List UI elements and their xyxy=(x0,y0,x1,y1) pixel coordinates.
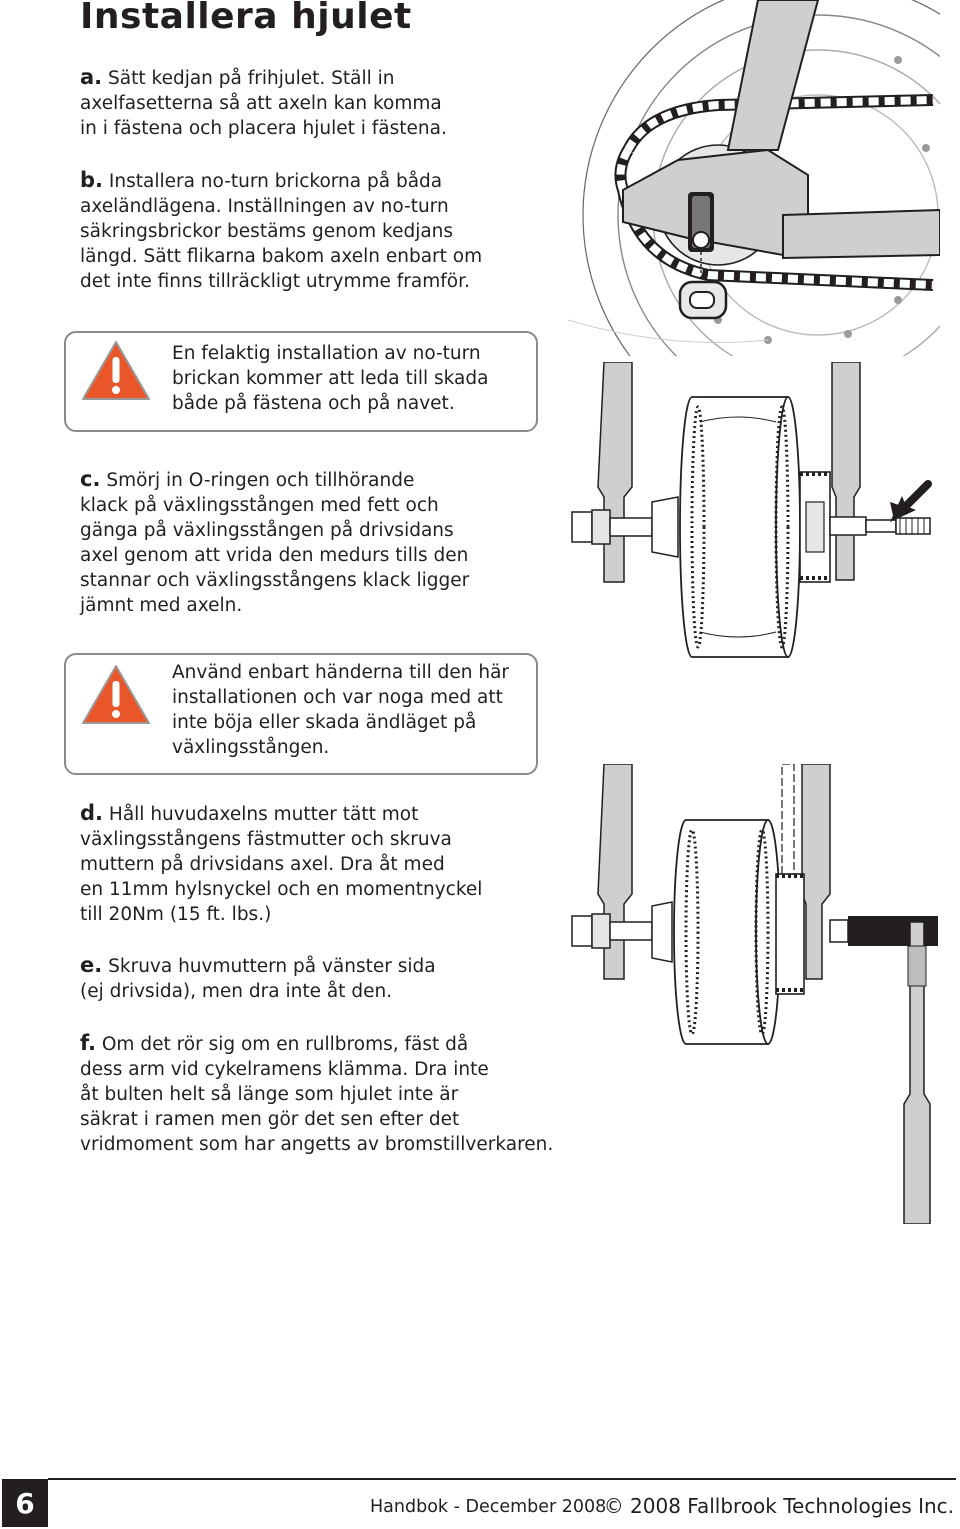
footer-rule xyxy=(48,1478,956,1480)
step-a-line-2: axelfasetterna så att axeln kan komma xyxy=(80,93,442,114)
warning-box-2 xyxy=(64,653,538,775)
step-d-line-3: muttern på drivsidans axel. Dra åt med xyxy=(80,854,445,875)
chain-dropout-illustration xyxy=(568,0,940,356)
page-number: 6 xyxy=(2,1479,48,1527)
step-e-label: e. xyxy=(80,953,103,977)
page-title: Installera hjulet xyxy=(80,0,412,37)
step-f-line-3: åt bulten helt så länge som hjulet inte är xyxy=(80,1084,459,1105)
step-f-label: f. xyxy=(80,1031,96,1055)
hub-shift-rod-illustration xyxy=(568,362,940,662)
step-e-line-1: Skruva huvmuttern på vänster sida xyxy=(108,956,436,977)
step-b-label: b. xyxy=(80,168,104,192)
step-b xyxy=(80,168,482,294)
warning-2-line-4: växlingsstången. xyxy=(172,737,330,758)
step-f-line-1: Om det rör sig om en rullbroms, fäst då xyxy=(101,1034,469,1055)
step-c-label: c. xyxy=(80,467,101,491)
step-f-line-2: dess arm vid cykelramens klämma. Dra inte xyxy=(80,1059,489,1080)
step-a-line-1: Sätt kedjan på frihjulet. Ställ in xyxy=(108,68,395,89)
step-d-line-2: växlingsstångens fästmutter och skruva xyxy=(80,829,452,850)
step-c xyxy=(80,467,469,618)
warning-triangle-icon xyxy=(80,339,152,403)
step-a-line-3: in i fästena och placera hjulet i fästena. xyxy=(80,118,447,139)
step-d xyxy=(80,801,482,927)
step-d-line-1: Håll huvudaxelns mutter tätt mot xyxy=(108,804,419,825)
step-a-label: a. xyxy=(80,65,103,89)
warning-2-line-2: installationen och var noga med att xyxy=(172,687,503,708)
step-c-line-4: axel genom att vrida den medurs tills den xyxy=(80,545,469,566)
step-e-line-2: (ej drivsida), men dra inte åt den. xyxy=(80,981,393,1002)
step-d-line-5: till 20Nm (15 ft. lbs.) xyxy=(80,904,272,925)
step-c-line-6: jämnt med axeln. xyxy=(80,595,243,616)
step-c-line-1: Smörj in O-ringen och tillhörande xyxy=(106,470,415,491)
warning-2-text xyxy=(172,660,509,760)
warning-1-line-2: brickan kommer att leda till skada xyxy=(172,368,489,389)
step-c-line-5: stannar och växlingsstångens klack ligger xyxy=(80,570,470,591)
step-d-label: d. xyxy=(80,801,104,825)
step-b-line-5: det inte finns tillräckligt utrymme framför. xyxy=(80,271,470,292)
step-b-line-3: säkringsbrickor bestäms genom kedjans xyxy=(80,221,454,242)
warning-box-1 xyxy=(64,331,538,432)
warning-1-line-1: En felaktig installation av no-turn xyxy=(172,343,481,364)
step-b-line-4: längd. Sätt flikarna bakom axeln enbart om xyxy=(80,246,483,267)
step-b-line-2: axeländlägena. Inställningen av no-turn xyxy=(80,196,449,217)
warning-2-line-3: inte böja eller skada ändläget på xyxy=(172,712,477,733)
warning-triangle-icon xyxy=(80,663,152,727)
step-f-line-5: vridmoment som har angetts av bromstillverkaren. xyxy=(80,1134,554,1155)
step-d-line-4: en 11mm hylsnyckel och en momentnyckel xyxy=(80,879,483,900)
step-f xyxy=(80,1031,553,1157)
warning-1-line-3: både på fästena och på navet. xyxy=(172,393,455,414)
step-e xyxy=(80,953,436,1004)
footer-manual: Handbok - December 2008 xyxy=(370,1497,607,1517)
warning-2-line-1: Använd enbart händerna till den här xyxy=(172,662,510,683)
step-c-line-2: klack på växlingsstången med fett och xyxy=(80,495,439,516)
hub-torque-wrench-illustration xyxy=(568,764,940,1224)
warning-1-text xyxy=(172,341,488,416)
footer-copyright: © 2008 Fallbrook Technologies Inc. xyxy=(603,1494,954,1518)
step-b-line-1: Installera no-turn brickorna på båda xyxy=(108,171,443,192)
step-a xyxy=(80,65,447,141)
step-f-line-4: säkrat i ramen men gör det sen efter det xyxy=(80,1109,460,1130)
step-c-line-3: gänga på växlingsstången på drivsidans xyxy=(80,520,454,541)
